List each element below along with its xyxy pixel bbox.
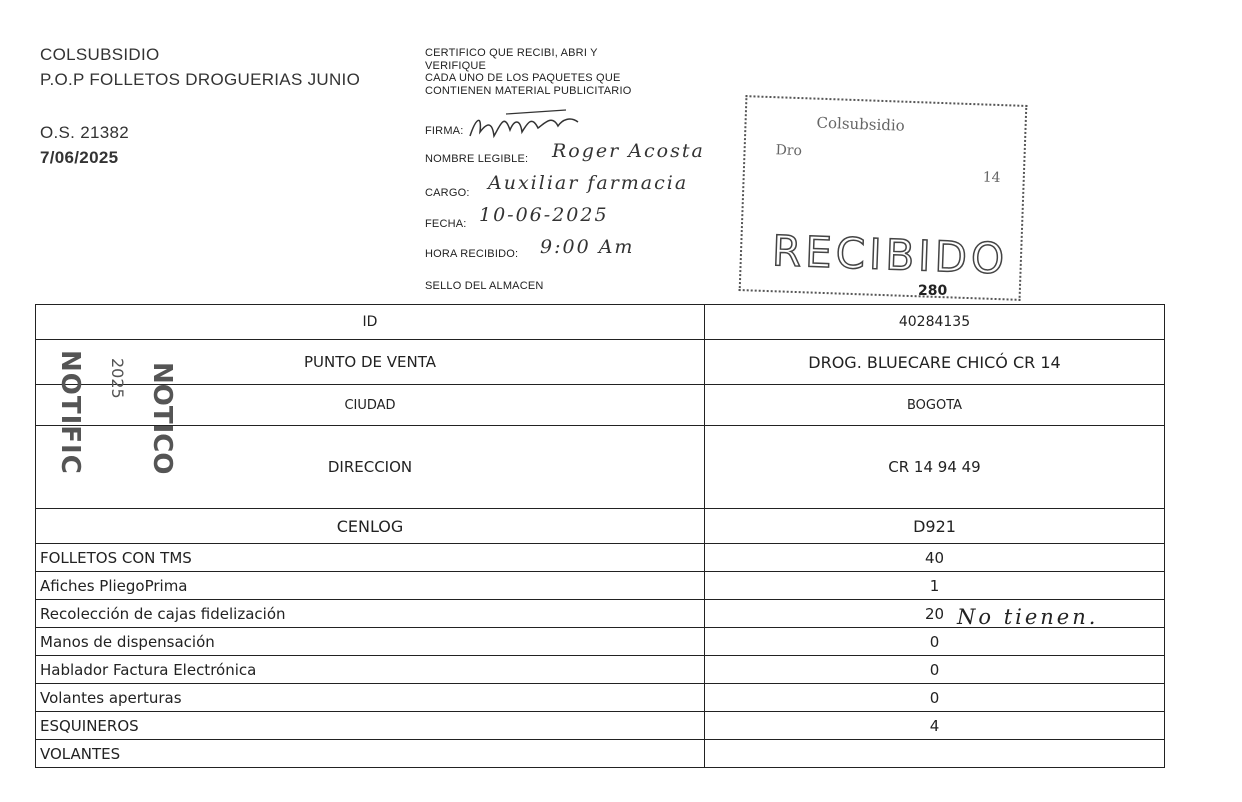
item-value: 20 <box>705 600 1165 628</box>
item-label: Recolección de cajas fidelización <box>36 600 705 628</box>
document-header <box>40 42 360 170</box>
table-row <box>36 712 1165 740</box>
item-value <box>705 740 1165 768</box>
pv-value: DROG. BLUECARE CHICÓ CR 14 <box>705 340 1165 385</box>
item-label: Volantes aperturas <box>36 684 705 712</box>
nombre-value: Roger Acosta <box>552 140 705 162</box>
hora-value: 9:00 Am <box>540 236 635 258</box>
direccion-label: DIRECCION <box>36 426 705 509</box>
cert-line: CERTIFICO QUE RECIBI, ABRI Y <box>425 47 598 59</box>
stamp-recibido: RECIBIDO <box>771 226 1009 284</box>
item-value: 1 <box>705 572 1165 600</box>
cenlog-label: CENLOG <box>36 509 705 544</box>
hora-field <box>425 248 518 260</box>
table-row <box>36 340 1165 385</box>
table-row <box>36 544 1165 572</box>
side-stamp <box>55 350 185 490</box>
cert-line: CADA UNO DE LOS PAQUETES QUE <box>425 72 621 84</box>
ciudad-value: BOGOTA <box>705 385 1165 426</box>
table-row <box>36 509 1165 544</box>
fecha-label: FECHA: <box>425 218 467 230</box>
handwritten-note: No tienen. <box>957 605 1099 629</box>
stamp-right-text: 14 <box>982 169 1001 187</box>
cargo-label: CARGO: <box>425 187 470 199</box>
table-row <box>36 684 1165 712</box>
table-row <box>36 305 1165 340</box>
fecha-field <box>425 218 467 230</box>
item-value: 0 <box>705 684 1165 712</box>
item-value: 0 <box>705 628 1165 656</box>
side-stamp-text-3: NOTICO <box>147 362 177 475</box>
fecha-value: 10-06-2025 <box>479 204 609 226</box>
item-label: ESQUINEROS <box>36 712 705 740</box>
nombre-field <box>425 153 528 165</box>
cargo-value: Auxiliar farmacia <box>488 172 689 194</box>
certification-text <box>425 47 631 97</box>
table-row <box>36 572 1165 600</box>
cargo-field <box>425 187 470 199</box>
table-row <box>36 628 1165 656</box>
item-label: FOLLETOS CON TMS <box>36 544 705 572</box>
table-row <box>36 740 1165 768</box>
cert-line: VERIFIQUE <box>425 59 487 72</box>
id-value: 40284135 <box>705 305 1165 340</box>
firma-label: FIRMA: <box>425 125 464 137</box>
pv-label: PUNTO DE VENTA <box>36 340 705 385</box>
cert-line: CONTIENEN MATERIAL PUBLICITARIO <box>425 84 632 97</box>
sello-label: SELLO DEL ALMACEN <box>425 280 544 292</box>
received-stamp <box>739 95 1028 301</box>
side-stamp-text-2: 2025 <box>108 358 127 399</box>
stamp-top-text: Colsubsidio <box>816 113 906 135</box>
firma-field <box>425 125 463 137</box>
delivery-table <box>35 304 1165 768</box>
company-name: COLSUBSIDIO <box>40 45 160 64</box>
item-label: Hablador Factura Electrónica <box>36 656 705 684</box>
stamp-left-text: Dro <box>775 142 803 160</box>
order-date: 7/06/2025 <box>40 148 119 167</box>
cenlog-value: D921 <box>705 509 1165 544</box>
item-label: Afiches PliegoPrima <box>36 572 705 600</box>
id-label: ID <box>36 305 705 340</box>
table-row <box>36 426 1165 509</box>
table-row <box>36 385 1165 426</box>
side-stamp-text-1: NOTIFIC <box>55 350 85 475</box>
table-row <box>36 656 1165 684</box>
item-label: Manos de dispensación <box>36 628 705 656</box>
item-label: VOLANTES <box>36 740 705 768</box>
campaign-name: P.O.P FOLLETOS DROGUERIAS JUNIO <box>40 70 361 89</box>
item-value: 40 <box>705 544 1165 572</box>
item-value: 4 <box>705 712 1165 740</box>
direccion-value: CR 14 94 49 <box>705 426 1165 509</box>
stamp-number: 280 <box>918 283 948 299</box>
ciudad-label: CIUDAD <box>36 385 705 426</box>
hora-label: HORA RECIBIDO: <box>425 248 519 260</box>
order-number: O.S. 21382 <box>40 123 130 142</box>
item-value: 0 <box>705 656 1165 684</box>
nombre-label: NOMBRE LEGIBLE: <box>425 153 529 165</box>
